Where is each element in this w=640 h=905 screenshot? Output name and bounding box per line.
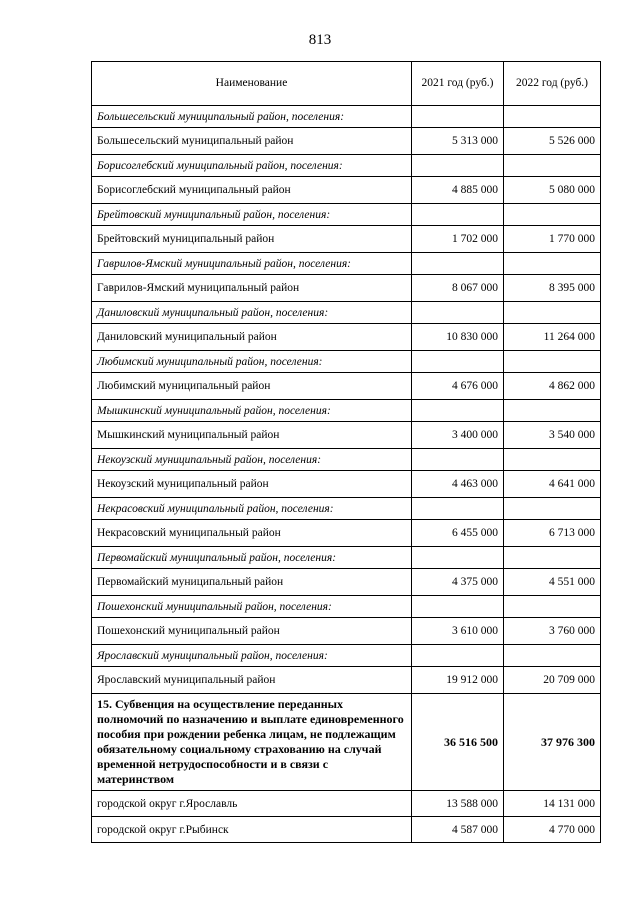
header-name: Наименование (92, 62, 412, 106)
table-body (92, 106, 601, 843)
value-2022: 4 862 000 (504, 373, 601, 400)
value-2021: 4 463 000 (412, 471, 504, 498)
table-row (92, 569, 601, 596)
section-label: Брейтовский муниципальный район, поселения: (92, 204, 412, 226)
table-row (92, 667, 601, 694)
subvention-value-2021: 36 516 500 (412, 694, 504, 791)
empty-cell (412, 547, 504, 569)
empty-cell (412, 645, 504, 667)
section-row (92, 253, 601, 275)
section-label: Некоузский муниципальный район, поселения: (92, 449, 412, 471)
value-2022: 6 713 000 (504, 520, 601, 547)
value-2021: 1 702 000 (412, 226, 504, 253)
empty-cell (412, 400, 504, 422)
district-name: Большесельский муниципальный район (92, 128, 412, 155)
table-row (92, 324, 601, 351)
empty-cell (504, 155, 601, 177)
budget-table (91, 61, 601, 843)
value-2021: 13 588 000 (412, 791, 504, 817)
empty-cell (504, 645, 601, 667)
section-label: Некрасовский муниципальный район, поселения: (92, 498, 412, 520)
empty-cell (504, 253, 601, 275)
empty-cell (504, 547, 601, 569)
table-row (92, 471, 601, 498)
section-label: Гаврилов-Ямский муниципальный район, поселения: (92, 253, 412, 275)
value-2022: 4 641 000 (504, 471, 601, 498)
empty-cell (504, 596, 601, 618)
value-2021: 5 313 000 (412, 128, 504, 155)
table-row (92, 226, 601, 253)
section-row (92, 351, 601, 373)
subvention-value-2022: 37 976 300 (504, 694, 601, 791)
empty-cell (412, 253, 504, 275)
district-name: Ярославский муниципальный район (92, 667, 412, 694)
district-name: Брейтовский муниципальный район (92, 226, 412, 253)
empty-cell (504, 351, 601, 373)
value-2021: 6 455 000 (412, 520, 504, 547)
section-row (92, 645, 601, 667)
empty-cell (412, 596, 504, 618)
empty-cell (412, 351, 504, 373)
value-2022: 5 080 000 (504, 177, 601, 204)
section-label: Первомайский муниципальный район, поселения: (92, 547, 412, 569)
section-row (92, 106, 601, 128)
section-row (92, 596, 601, 618)
city-district-name: городской округ г.Ярославль (92, 791, 412, 817)
table-row (92, 422, 601, 449)
value-2021: 4 885 000 (412, 177, 504, 204)
value-2022: 1 770 000 (504, 226, 601, 253)
section-label: Любимский муниципальный район, поселения: (92, 351, 412, 373)
empty-cell (412, 106, 504, 128)
value-2021: 3 400 000 (412, 422, 504, 449)
value-2022: 8 395 000 (504, 275, 601, 302)
section-label: Даниловский муниципальный район, поселения: (92, 302, 412, 324)
value-2022: 3 540 000 (504, 422, 601, 449)
table-row (92, 275, 601, 302)
section-label: Пошехонский муниципальный район, поселения: (92, 596, 412, 618)
district-name: Любимский муниципальный район (92, 373, 412, 400)
district-name: Борисоглебский муниципальный район (92, 177, 412, 204)
table-row (92, 817, 601, 843)
section-row (92, 155, 601, 177)
value-2021: 4 375 000 (412, 569, 504, 596)
value-2022: 14 131 000 (504, 791, 601, 817)
section-label: Борисоглебский муниципальный район, поселения: (92, 155, 412, 177)
table-header-row (92, 62, 601, 106)
empty-cell (504, 400, 601, 422)
section-label: Мышкинский муниципальный район, поселения: (92, 400, 412, 422)
table-row (92, 520, 601, 547)
empty-cell (504, 498, 601, 520)
value-2021: 8 067 000 (412, 275, 504, 302)
subvention-row (92, 694, 601, 791)
district-name: Мышкинский муниципальный район (92, 422, 412, 449)
empty-cell (412, 302, 504, 324)
value-2022: 20 709 000 (504, 667, 601, 694)
table-row (92, 791, 601, 817)
empty-cell (504, 106, 601, 128)
section-row (92, 400, 601, 422)
value-2022: 3 760 000 (504, 618, 601, 645)
value-2021: 3 610 000 (412, 618, 504, 645)
section-row (92, 449, 601, 471)
section-row (92, 302, 601, 324)
section-label: Ярославский муниципальный район, поселения: (92, 645, 412, 667)
table-row (92, 128, 601, 155)
empty-cell (504, 204, 601, 226)
page-number: 813 (308, 32, 332, 48)
section-row (92, 204, 601, 226)
empty-cell (504, 449, 601, 471)
header-2021: 2021 год (руб.) (412, 62, 504, 106)
table-row (92, 177, 601, 204)
value-2021: 19 912 000 (412, 667, 504, 694)
empty-cell (412, 155, 504, 177)
empty-cell (504, 302, 601, 324)
district-name: Некоузский муниципальный район (92, 471, 412, 498)
district-name: Пошехонский муниципальный район (92, 618, 412, 645)
value-2021: 4 676 000 (412, 373, 504, 400)
table-row (92, 618, 601, 645)
district-name: Некрасовский муниципальный район (92, 520, 412, 547)
district-name: Даниловский муниципальный район (92, 324, 412, 351)
subvention-name: 15. Субвенция на осуществление переданных полномочий по назначению и выплате единовременного пособия при рождении ребенка лицам, не подлежащим обязательному социальному страхованию на случай временной нетрудоспособности и в связи с материнством (92, 694, 412, 791)
table-row (92, 373, 601, 400)
empty-cell (412, 449, 504, 471)
value-2021: 10 830 000 (412, 324, 504, 351)
value-2021: 4 587 000 (412, 817, 504, 843)
district-name: Первомайский муниципальный район (92, 569, 412, 596)
district-name: Гаврилов-Ямский муниципальный район (92, 275, 412, 302)
value-2022: 5 526 000 (504, 128, 601, 155)
header-2022: 2022 год (руб.) (504, 62, 601, 106)
section-row (92, 547, 601, 569)
section-row (92, 498, 601, 520)
empty-cell (412, 204, 504, 226)
section-label: Большесельский муниципальный район, поселения: (92, 106, 412, 128)
empty-cell (412, 498, 504, 520)
city-district-name: городской округ г.Рыбинск (92, 817, 412, 843)
value-2022: 11 264 000 (504, 324, 601, 351)
value-2022: 4 551 000 (504, 569, 601, 596)
value-2022: 4 770 000 (504, 817, 601, 843)
